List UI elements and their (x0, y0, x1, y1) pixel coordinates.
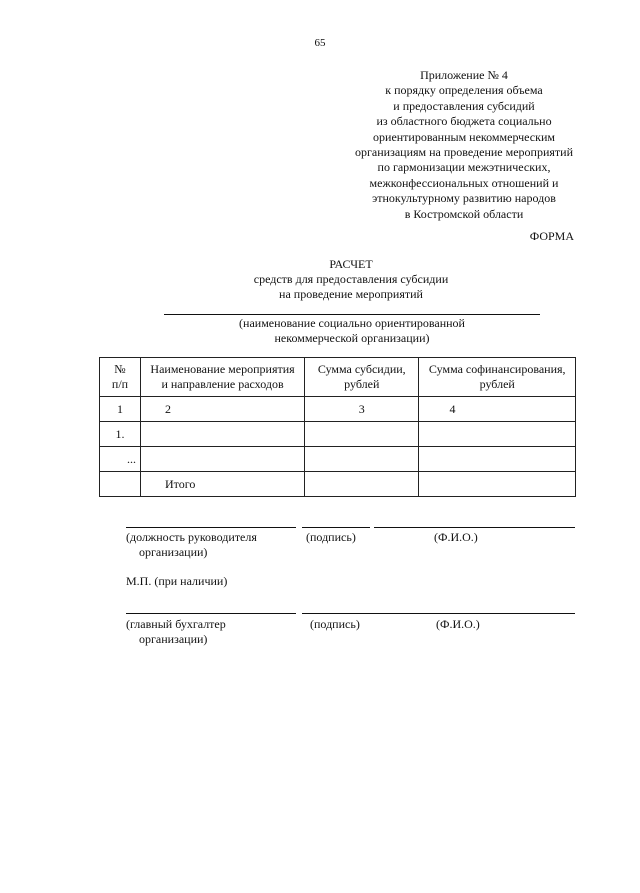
row-name (141, 447, 305, 472)
appendix-line: Приложение № 4 (420, 68, 508, 82)
header-name (141, 358, 305, 397)
appendix-line: по гармонизации межэтнических, (377, 160, 551, 175)
table-header-row (100, 358, 576, 397)
column-number: 3 (305, 397, 419, 422)
row-num: ... (100, 447, 141, 472)
organization-name-line (164, 314, 540, 315)
page-number: 65 (314, 37, 326, 49)
appendix-line: к порядку определения объема (385, 83, 543, 98)
appendix-line: ориентированным некоммерческим (373, 129, 555, 144)
row-cofinancing (419, 472, 576, 497)
document-title (164, 257, 538, 302)
row-subsidy (305, 447, 419, 472)
header-subsidy (305, 358, 419, 397)
accountant-position-caption: (главный бухгалтер (126, 617, 226, 631)
header-text: п/п (111, 377, 129, 391)
head-position-line (126, 527, 296, 528)
accountant-signature-caption: (подпись) (310, 617, 360, 631)
appendix-line: этнокультурному развитию народов (372, 191, 556, 206)
header-text: рублей (479, 377, 515, 391)
table-row (100, 422, 576, 447)
stamp-place: М.П. (при наличии) (126, 574, 228, 588)
row-cofinancing (419, 422, 576, 447)
table-row (100, 447, 576, 472)
column-number: 1 (100, 397, 141, 422)
total-label: Итого (141, 472, 305, 497)
head-signature-caption: (подпись) (306, 530, 356, 544)
appendix-line: межконфессиональных отношений и (369, 175, 559, 190)
header-text: Сумма софинансирования, (428, 362, 566, 376)
organization-caption (164, 316, 540, 345)
row-num: 1. (100, 422, 141, 447)
column-number: 2 (141, 397, 305, 422)
header-text: рублей (344, 377, 380, 391)
caption-line: (наименование социально ориентированной (239, 316, 465, 330)
row-cofinancing (419, 447, 576, 472)
total-row (100, 472, 576, 497)
appendix-line: из областного бюджета социально (376, 114, 552, 129)
row-name (141, 422, 305, 447)
head-name-line (374, 527, 575, 528)
row-num (100, 472, 141, 497)
appendix-header (316, 68, 612, 222)
accountant-position-line (126, 613, 296, 614)
row-subsidy (305, 472, 419, 497)
accountant-signature-line (302, 613, 575, 614)
header-text: Сумма субсидии, (317, 362, 406, 376)
header-text: № (114, 362, 126, 376)
row-subsidy (305, 422, 419, 447)
title-line: на проведение мероприятий (279, 287, 423, 301)
appendix-line: и предоставления субсидий (393, 98, 535, 113)
title-heading: РАСЧЕТ (329, 257, 373, 271)
header-cofinancing (419, 358, 576, 397)
head-position-caption: организации) (139, 545, 208, 559)
head-signature-line (302, 527, 370, 528)
column-number-row (100, 397, 576, 422)
calculation-table (99, 357, 576, 497)
accountant-position-caption: организации) (139, 632, 208, 646)
appendix-line: организациям на проведение мероприятий (354, 144, 574, 159)
form-label: ФОРМА (529, 229, 574, 243)
column-number: 4 (419, 397, 576, 422)
accountant-name-caption: (Ф.И.О.) (436, 617, 480, 631)
head-position-caption: (должность руководителя (126, 530, 257, 544)
header-num (100, 358, 141, 397)
title-line: средств для предоставления субсидии (253, 272, 449, 286)
appendix-line: в Костромской области (404, 206, 524, 221)
head-name-caption: (Ф.И.О.) (434, 530, 478, 544)
caption-line: некоммерческой организации) (274, 330, 430, 345)
header-text: Наименование мероприятия (150, 362, 295, 376)
header-text: и направление расходов (161, 377, 284, 391)
